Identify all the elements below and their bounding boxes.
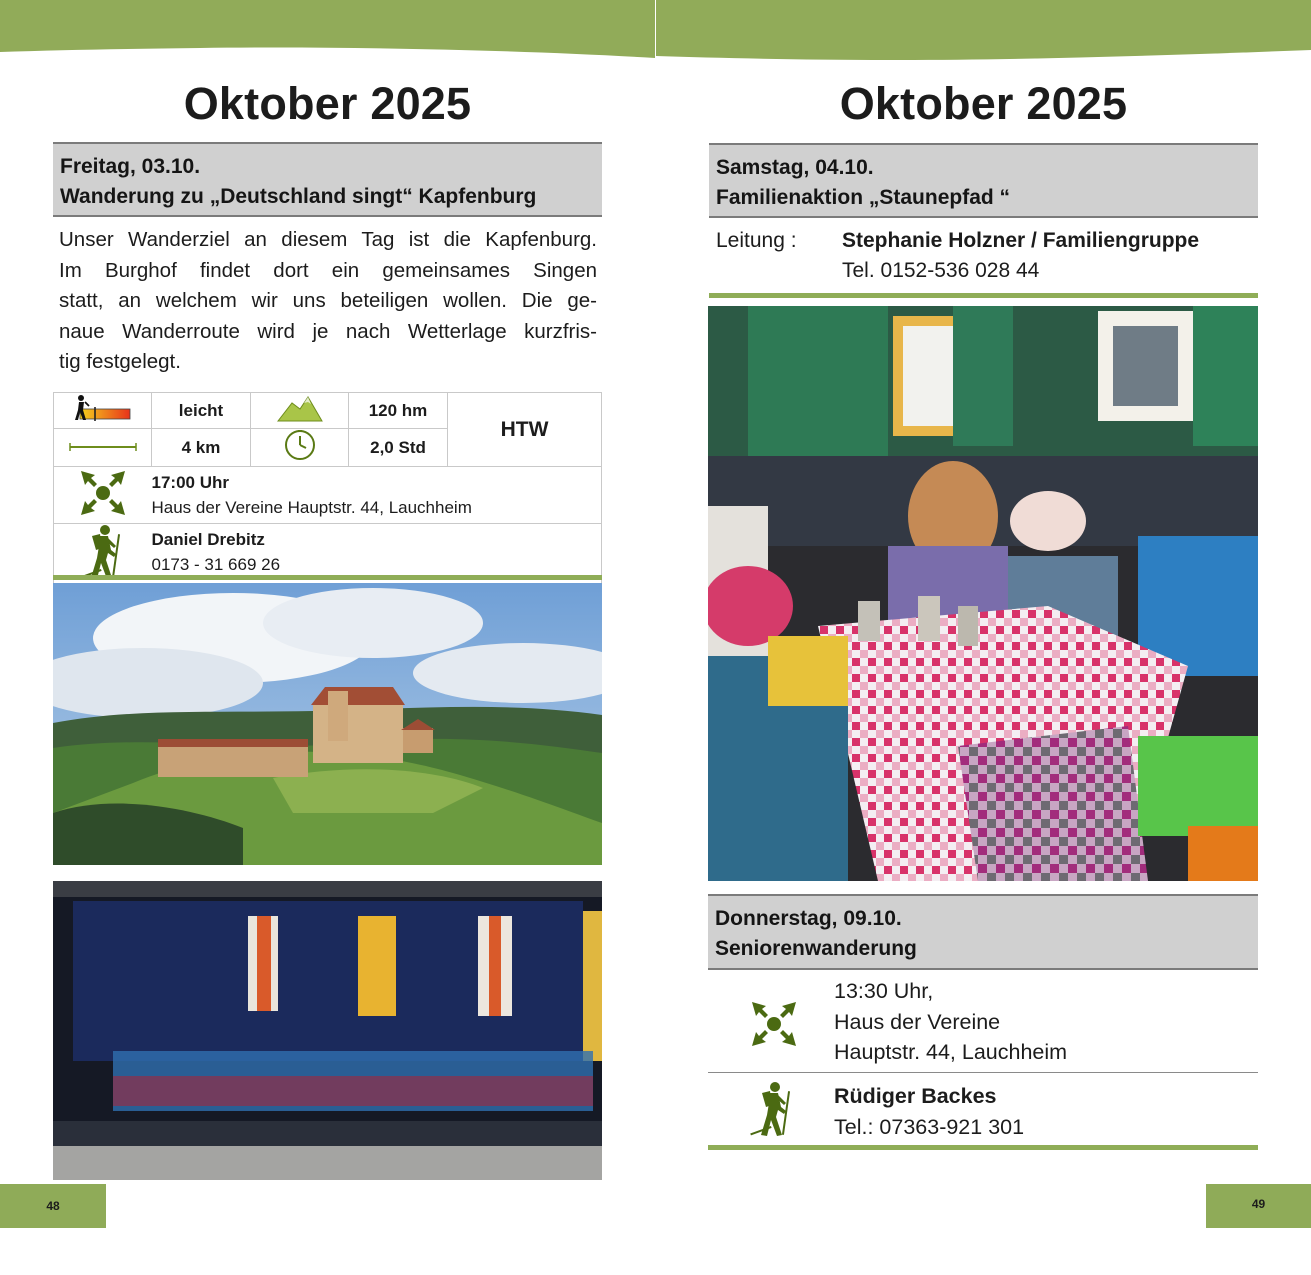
meeting-time: 13:30 Uhr, — [834, 979, 934, 1003]
elevation-icon-cell — [251, 393, 349, 429]
event-header — [709, 143, 1258, 218]
meeting-point-icon — [750, 1000, 798, 1048]
meeting-address: Hauptstr. 44, Lauchheim — [834, 1040, 1068, 1064]
guide-info — [834, 1081, 1024, 1142]
section-divider — [709, 293, 1258, 298]
left-page — [0, 0, 655, 1275]
event-date: Donnerstag, 09.10. — [715, 907, 902, 930]
page-title: Oktober 2025 — [839, 78, 1128, 129]
difficulty-cell — [54, 393, 152, 429]
hiker-guide-icon — [748, 1081, 798, 1139]
section-divider — [708, 1145, 1258, 1150]
hiker-guide-icon — [78, 524, 128, 582]
guide-name: Rüdiger Backes — [834, 1084, 997, 1108]
page-number: 48 — [0, 1184, 106, 1228]
meeting-place: Haus der Vereine Hauptstr. 44, Lauchheim — [151, 498, 472, 517]
guide-name: Daniel Drebitz — [151, 530, 265, 549]
event-date: Samstag, 04.10. — [716, 156, 874, 179]
description-line: statt, an welchem wir uns beteiligen wollen. Die ge- — [59, 289, 597, 312]
meeting-info — [834, 976, 1067, 1068]
event-header — [708, 894, 1258, 970]
description-line: naue Wanderroute wird je nach Wetterlage kurzfris- — [59, 319, 597, 343]
description-line: tig festgelegt. — [59, 350, 181, 373]
tour-info-table — [53, 392, 602, 588]
guide-phone: Tel.: 07363-921 301 — [834, 1114, 1025, 1139]
event-date: Freitag, 03.10. — [60, 155, 201, 178]
event-header — [53, 142, 602, 217]
section-divider — [53, 575, 602, 580]
event-title: Familienaktion „Staunepfad “ — [716, 186, 1011, 209]
meeting-icon-cell — [54, 467, 152, 524]
page-number: 49 — [1206, 1184, 1311, 1228]
elevation-value: 120 hm — [349, 393, 448, 429]
event-description — [59, 225, 597, 378]
duration-value: 2,0 Std — [349, 429, 448, 467]
difficulty-value: leicht — [152, 393, 251, 429]
concert-photo — [53, 881, 602, 1180]
description-line: Im Burghof findet dort ein gemeinsames Singen — [59, 258, 597, 282]
hiker-difficulty-icon — [72, 393, 134, 423]
leader-phone: Tel. 0152-536 028 44 — [842, 259, 1040, 282]
family-photo — [708, 306, 1258, 881]
right-page — [656, 0, 1311, 1275]
distance-value: 4 km — [152, 429, 251, 467]
event-title: Seniorenwanderung — [715, 937, 917, 960]
leader-label: Leitung : — [716, 229, 797, 252]
clock-icon — [282, 429, 318, 461]
meeting-time: 17:00 Uhr — [151, 473, 229, 492]
meeting-place: Haus der Vereine — [834, 1009, 1001, 1034]
leader-name: Stephanie Holzner / Familiengruppe — [842, 229, 1200, 252]
tour-type: HTW — [448, 393, 602, 467]
duration-icon-cell — [251, 429, 349, 467]
meeting-info — [152, 467, 602, 524]
description-line: Unser Wanderziel an diesem Tag ist die Kapfenburg. — [59, 228, 597, 251]
castle-photo — [53, 583, 602, 865]
meeting-point-icon — [79, 469, 127, 517]
event-title: Wanderung zu „Deutschland singt“ Kapfenburg — [60, 185, 537, 208]
mountain-icon — [274, 393, 326, 423]
row-divider — [708, 1072, 1258, 1073]
page-title: Oktober 2025 — [183, 78, 472, 129]
distance-line-icon — [68, 441, 138, 453]
guide-phone: 0173 - 31 669 26 — [151, 555, 281, 574]
leader-info — [842, 226, 1199, 286]
distance-icon-cell — [54, 429, 152, 467]
